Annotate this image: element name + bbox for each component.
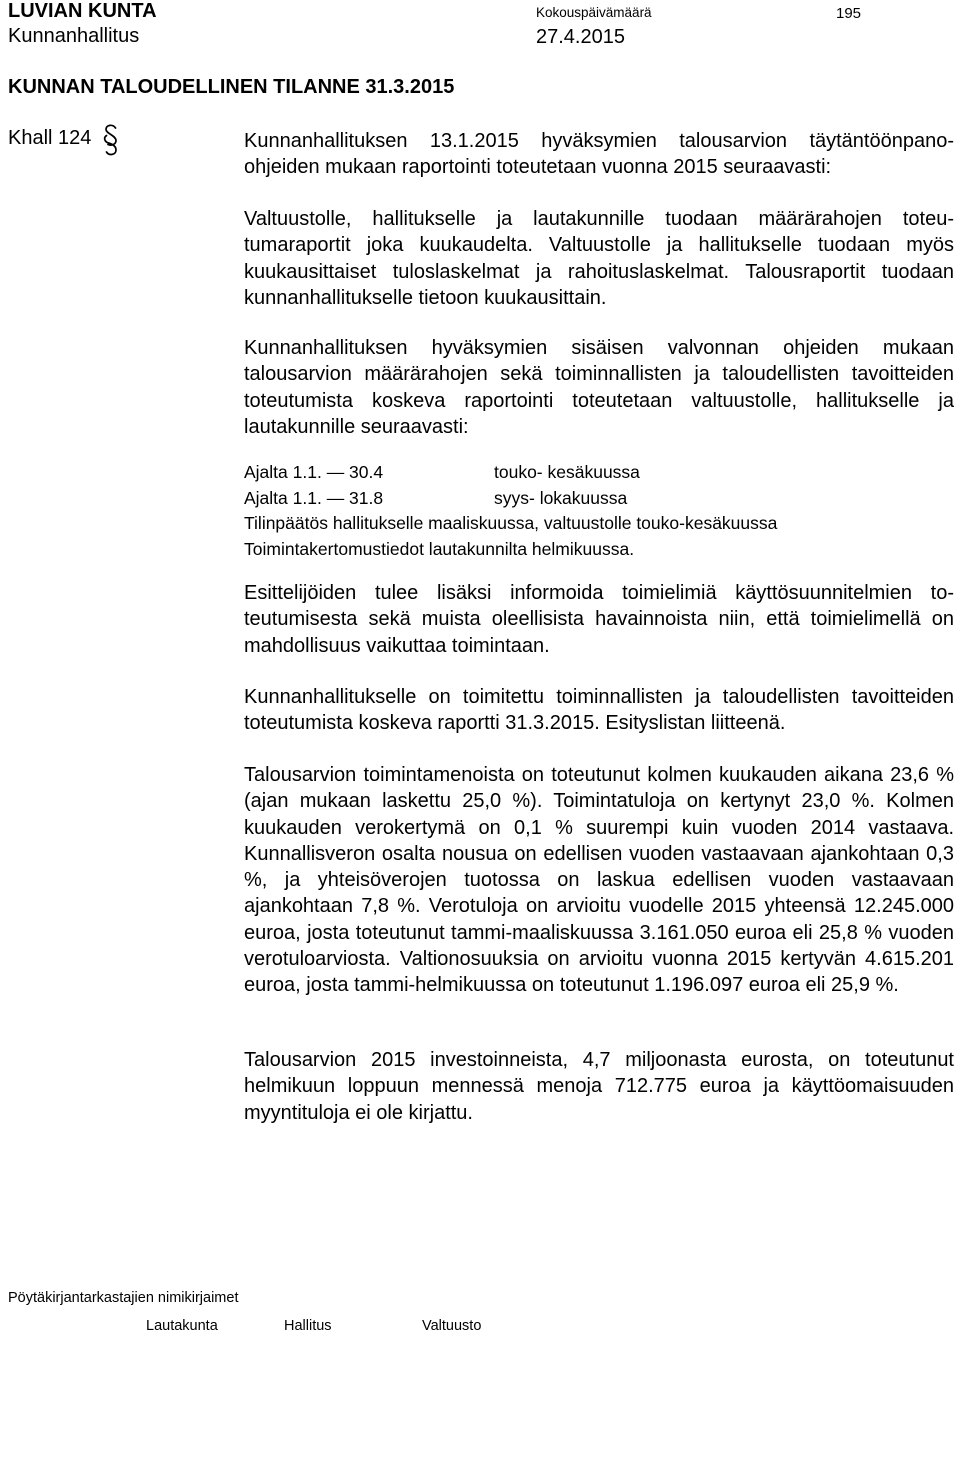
meeting-date: 27.4.2015 — [536, 26, 625, 48]
body-paragraph-7 — [244, 1047, 954, 1126]
schedule-line — [244, 537, 944, 563]
reporting-schedule — [244, 460, 944, 562]
paragraph-text: Valtuustolle, hallitukselle ja lautakunnille tuodaan määrärahojen toteutumaraportit joka kuukaudelta. Valtuustolle ja hallitukselle tuodaan myös kuukausittaiset tuloslaskelmat ja rahoituslaskelmat. Talousraportit tuodaan kunnanhallitukselle tietoon kuukausittain. — [244, 208, 954, 309]
body-paragraph-3 — [244, 335, 954, 440]
body-paragraph-4 — [244, 580, 954, 659]
signature-hallitus: Hallitus — [284, 1318, 332, 1334]
schedule-timing: touko- kesäkuussa — [494, 462, 640, 482]
paragraph-text: Talousarvion 2015 investoinneista, 4,7 miljoonasta eurosta, on toteutunut helmikuun loppuun mennessä menoja 712.775 euroa ja käyttöomaisuuden myyntituloja ei ole kirjattu. — [244, 1049, 954, 1124]
signature-lautakunta: Lautakunta — [146, 1318, 218, 1334]
body-paragraph-5 — [244, 684, 954, 737]
body-paragraph-6 — [244, 762, 954, 999]
paragraph-text: Talousarvion toimintamenoista on toteutunut kolmen kuukauden aikana 23,6 % (ajan mukaan laskettu 25,0 %). Toimintatuloja on kertynyt 23,0 %. Kolmen kuukauden verokertymä on 0,1 % suurempi kuin vuoden 2014 vastaava. Kunnallisveron osalta nousua on edellisen vuoden vastaavaan ajankohtaan 0,3 %, ja yhteisöverojen tuotossa on laskua edellisen vuoden vastaavaan ajankohtaan 7,8 %. Verotuloja on arvioitu vuodelle 2015 yhteensä 12.245.000 euroa, josta toteutunut tammi-maaliskuussa 3.161.050 euroa eli 25,8 % vuoden verotuloarviosta. Valtionosuuksia on arvioitu vuonna 2015 kertyvän 4.615.201 euroa, josta tammi-helmikuussa on toteutunut 1.196.097 euroa eli 25,9 %. — [244, 764, 954, 997]
paragraph-text: Kunnanhallitukselle on toimitettu toiminnallisten ja taloudellisten tavoitteiden toteutumista koskeva raportti 31.3.2015. Esityslistan liitteenä. — [244, 686, 954, 735]
schedule-line-text: Toimintakertomustiedot lautakunnilta helmikuussa. — [244, 538, 635, 559]
paragraph-text: Kunnanhallituksen 13.1.2015 hyväksymien talousarvion täytäntöönpano-ohjeiden mukaan raportointi toteutetaan vuonna 2015 seuraavasti: — [244, 130, 954, 179]
body-paragraph-2 — [244, 206, 954, 311]
schedule-line — [244, 511, 944, 537]
schedule-line-text: Tilinpäätös hallitukselle maaliskuussa, valtuustolle touko-kesäkuussa — [244, 513, 778, 533]
meeting-date-label: Kokouspäivämäärä — [536, 5, 652, 20]
schedule-row — [244, 486, 944, 512]
section-sign-icon — [102, 123, 120, 157]
signature-title: Pöytäkirjantarkastajien nimikirjaimet — [8, 1290, 239, 1306]
schedule-period: Ajalta 1.1. — 31.8 — [244, 487, 384, 508]
schedule-period: Ajalta 1.1. — 30.4 — [244, 462, 384, 482]
signature-valtuusto: Valtuusto — [422, 1318, 482, 1334]
paragraph-text: Kunnanhallituksen hyväksymien sisäisen valvonnan ohjeiden mukaan talousarvion määrärahojen sekä toiminnallisten ja taloudellisten tavoitteiden toteutumista koskeva raportointi toteutetaan valtuustolle, hallitukselle ja lautakunnille seuraavasti: — [244, 337, 954, 438]
schedule-row — [244, 460, 944, 486]
paragraph-text: Esittelijöiden tulee lisäksi informoida toimielimiä käyttösuunnitelmien toteutumisesta sekä muista oleellisista havainnoista niin, että toimielimellä on mahdollisuus vaikuttaa toimintaan. — [244, 582, 954, 657]
case-id: Khall 124 — [8, 127, 92, 149]
organization-name: LUVIAN KUNTA — [8, 0, 157, 22]
section-title: KUNNAN TALOUDELLINEN TILANNE 31.3.2015 — [8, 76, 455, 98]
body-name: Kunnanhallitus — [8, 25, 140, 47]
schedule-timing: syys- lokakuussa — [494, 487, 628, 508]
page-number: 195 — [836, 5, 862, 22]
body-paragraph-1 — [244, 128, 954, 181]
